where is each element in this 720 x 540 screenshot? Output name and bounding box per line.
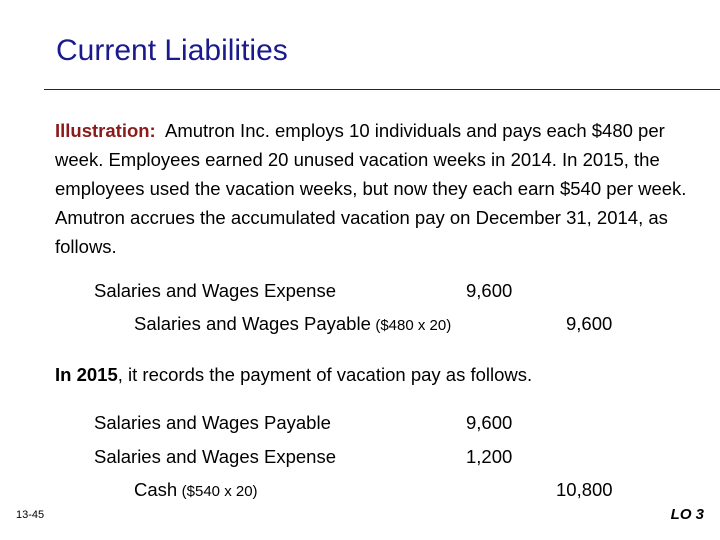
entry-2014-debit-account: Salaries and Wages Expense: [94, 280, 337, 301]
illustration-label: Illustration:: [55, 120, 156, 141]
slide-number: 13-45: [16, 509, 45, 521]
entry-2015-credit-amount: 10,800: [556, 479, 613, 500]
payment-intro-text: , it records the payment of vacation pay as follows.: [117, 364, 533, 385]
payment-intro-year: In 2015: [55, 364, 118, 385]
entry-2014-credit-account: Salaries and Wages Payable: [134, 313, 371, 334]
entry-2014-credit-line: [134, 313, 451, 335]
entry-2015-credit-line: [134, 479, 258, 501]
illustration-paragraph: [55, 116, 695, 261]
entry-2014-credit-amount: 9,600: [566, 313, 613, 334]
entry-2014-credit-note: ($480 x 20): [375, 317, 452, 334]
illustration-text: Amutron Inc. employs 10 individuals and pays each $480 per week. Employees earned 20 unused vacation weeks in 2014. In 2015, the employees used the vacation weeks, but now they each earn $540 per week. Amutron accrues the accumulated vacation pay on December 31, 2014, as follows.: [55, 120, 687, 257]
entry-2015-debit2-amount: 1,200: [466, 446, 513, 467]
entry-2015-credit-account: Cash: [134, 479, 178, 500]
payment-intro: [55, 364, 532, 386]
slide-title: Current Liabilities: [56, 34, 288, 67]
entry-2015-debit2-account: Salaries and Wages Expense: [94, 446, 337, 467]
learning-objective: LO 3: [670, 506, 704, 523]
entry-2015-debit1-account: Salaries and Wages Payable: [94, 412, 331, 433]
entry-2014-debit-amount: 9,600: [466, 280, 513, 301]
entry-2015-debit1-amount: 9,600: [466, 412, 513, 433]
entry-2015-credit-note: ($540 x 20): [181, 483, 258, 500]
title-divider: [44, 89, 720, 90]
